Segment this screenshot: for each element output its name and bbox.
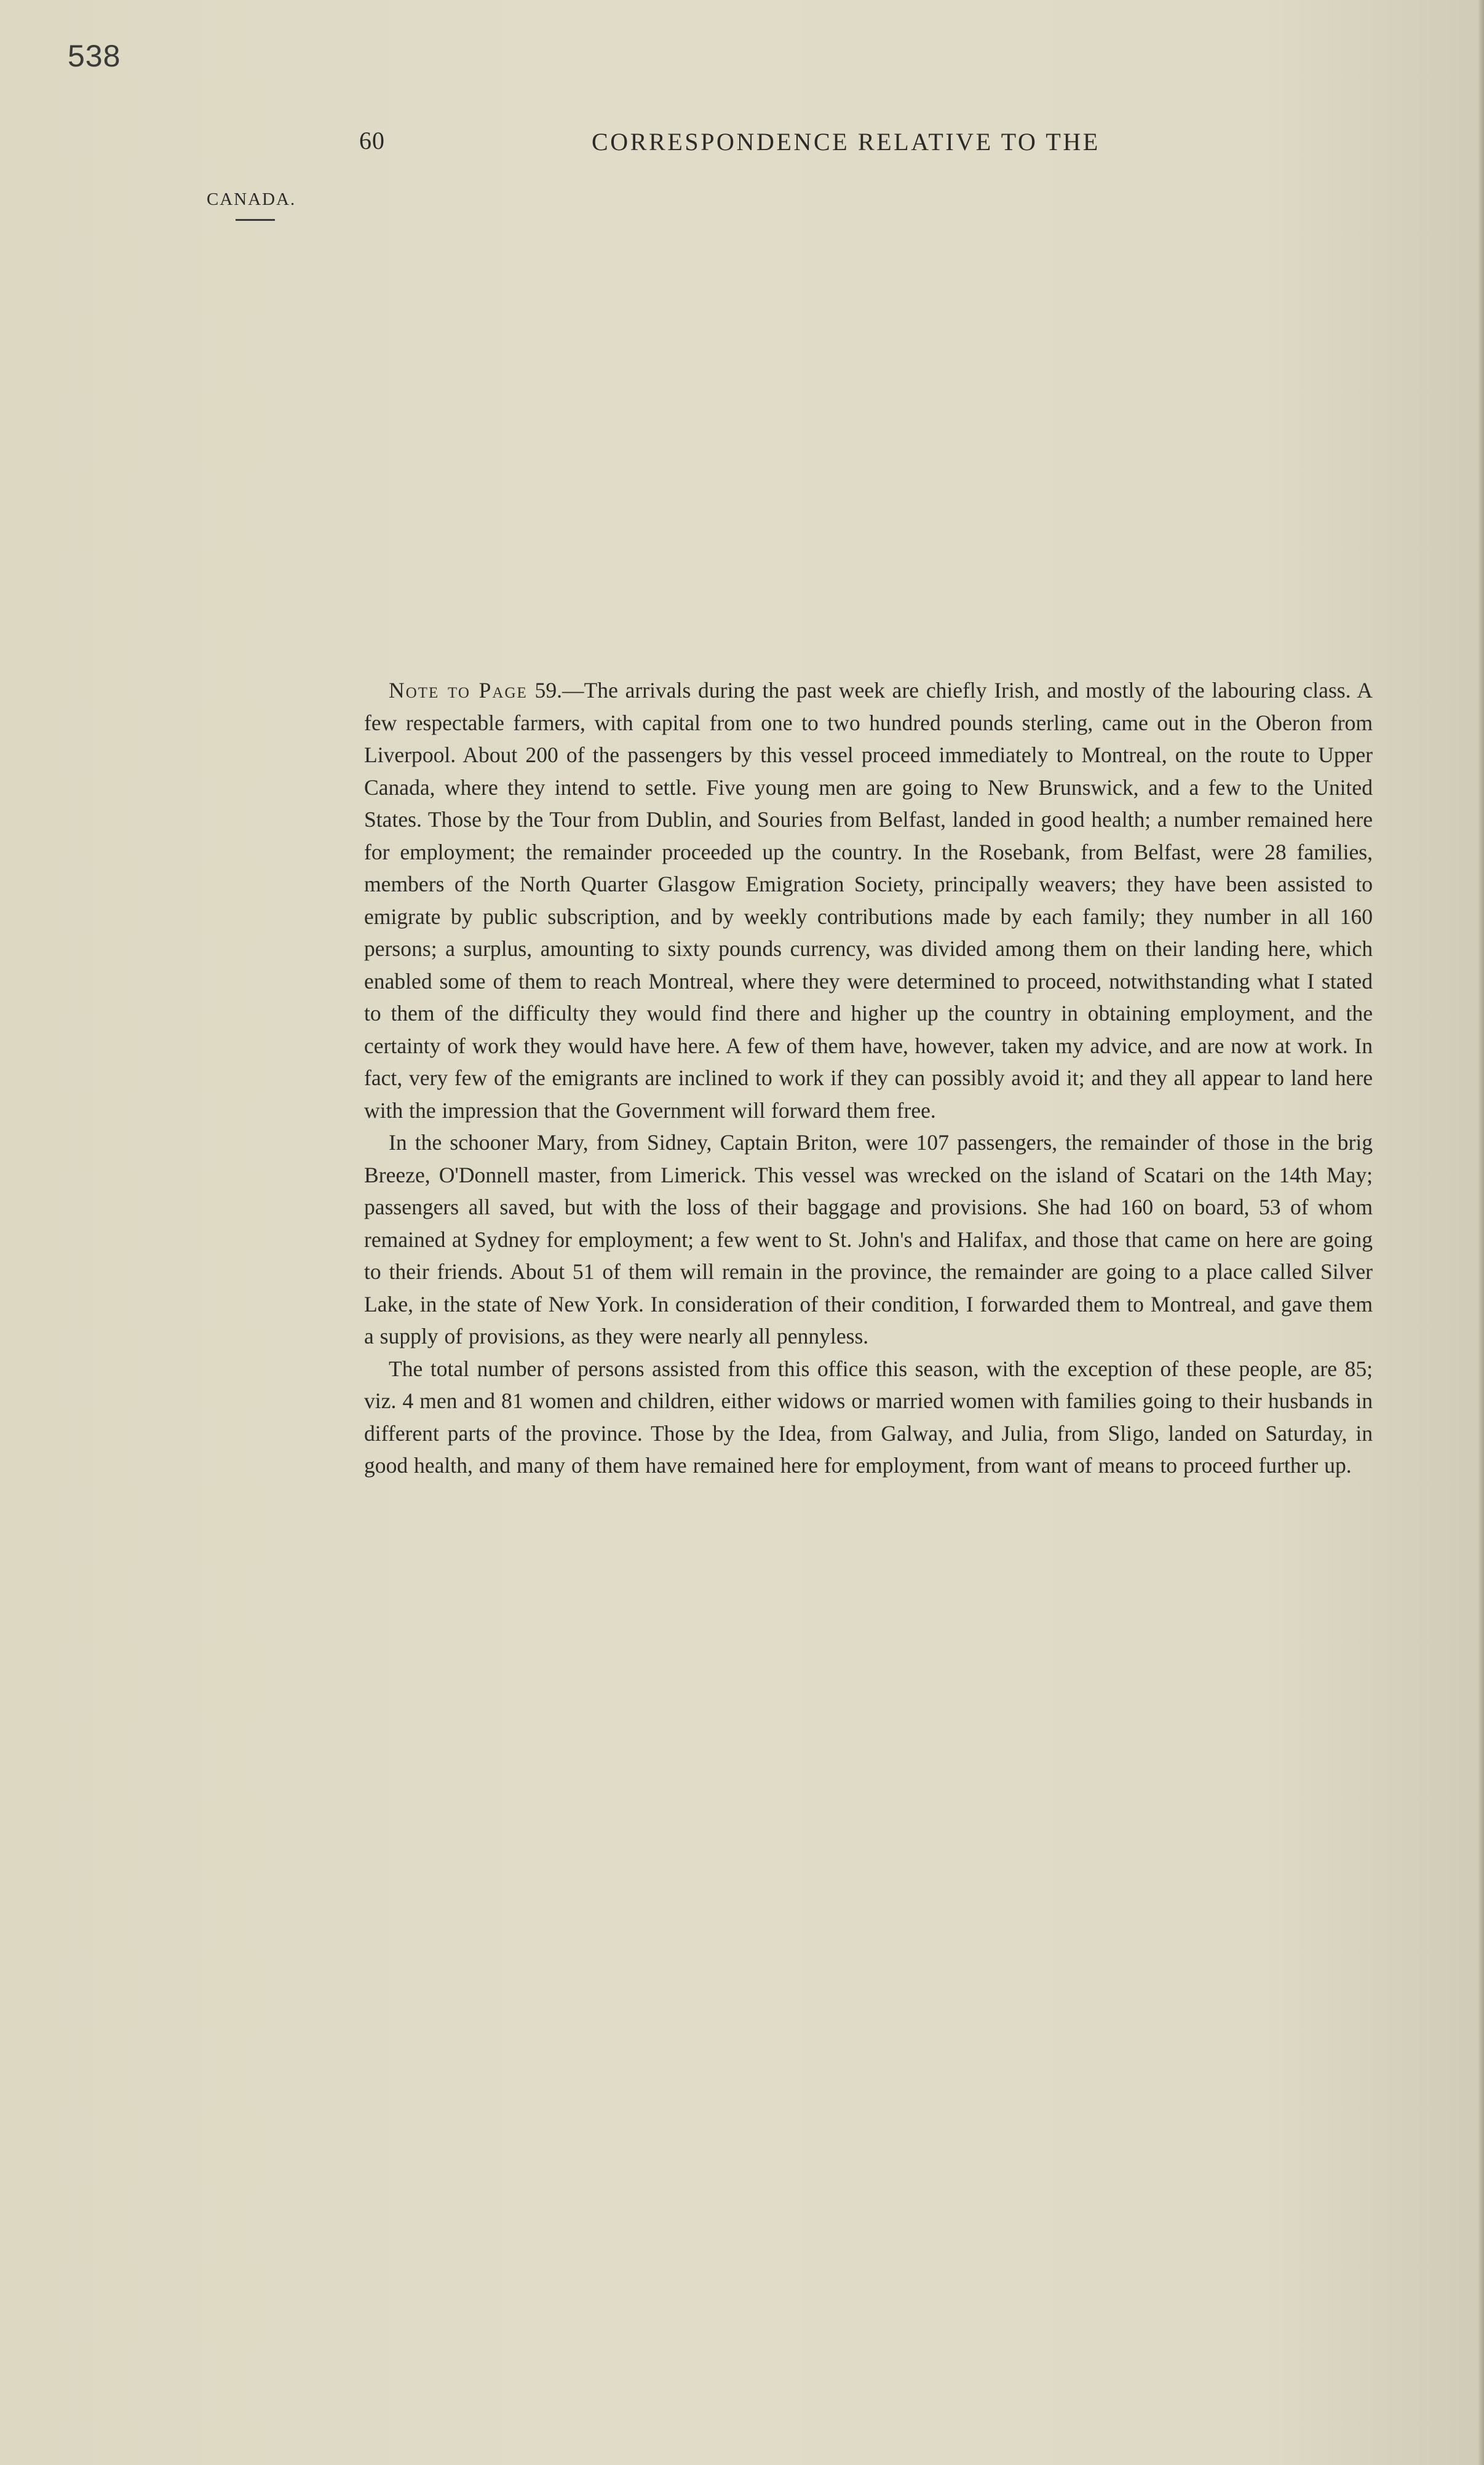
margin-note-rule bbox=[236, 219, 275, 221]
paragraph bbox=[364, 674, 1373, 1126]
paragraph-text: 59.—The arrivals during the past week are chiefly Irish, and mostly of the labouring class. A few respectable farmers, with capital from one to two hundred pounds sterling, came out in the Oberon from Liverpool. About 200 of the passengers by this vessel proceed immediately to Montreal, on the route to Upper Canada, where they intend to settle. Five young men are going to New Brunswick, and a few to the United States. Those by the Tour from Dublin, and Souries from Belfast, landed in good health; a number remained here for employment; the remainder proceeded up the country. In the Rosebank, from Belfast, were 28 families, members of the North Quarter Glasgow Emigration Society, principally weavers; they have been assisted to emigrate by public subscription, and by weekly contributions made by each family; they number in all 160 persons; a surplus, amounting to sixty pounds currency, was divided among them on their landing here, which enabled some of them to reach Montreal, where they were determined to proceed, notwithstanding what I stated to them of the difficulty they would find there and higher up the country in obtaining employment, and the certainty of work they would have here. A few of them have, however, taken my advice, and are now at work. In fact, very few of the emigrants are inclined to work if they can possibly avoid it; and they all appear to land here with the impression that the Government will forward them free. bbox=[364, 678, 1373, 1123]
page-number: 60 bbox=[359, 127, 385, 154]
running-title: CORRESPONDENCE RELATIVE TO THE bbox=[592, 128, 1100, 156]
paragraph-text: The total number of persons assisted from this office this season, with the exception of these people, are 85; viz. 4 men and 81 women and children, either widows or married women with families going to their husbands in different parts of the province. Those by the Idea, from Galway, and Julia, from Sligo, landed on Saturday, in good health, and many of them have remained here for employment, from want of means to proceed further up. bbox=[364, 1356, 1373, 1478]
body-text bbox=[364, 674, 1373, 1482]
paragraph-text: In the schooner Mary, from Sidney, Captain Briton, were 107 passengers, the remainder of those in the brig Breeze, O'Donnell master, from Limerick. This vessel was wrecked on the island of Scatari on the 14th May; passengers all saved, but with the loss of their baggage and provisions. She had 160 on board, 53 of whom remained at Sydney for employment; a few went to St. John's and Halifax, and those that came on here are going to their friends. About 51 of them will remain in the province, the remainder are going to a place called Silver Lake, in the state of New York. In consideration of their condition, I forwarded them to Montreal, and gave them a supply of provisions, as they were nearly all pennyless. bbox=[364, 1130, 1373, 1348]
paragraph-lead: Note to Page bbox=[389, 678, 528, 703]
paragraph bbox=[364, 1126, 1373, 1353]
scan-page-number: 538 bbox=[68, 39, 121, 73]
paragraph bbox=[364, 1353, 1373, 1482]
page-edge-shadow bbox=[1478, 0, 1484, 2465]
margin-note: CANADA. bbox=[207, 189, 296, 209]
